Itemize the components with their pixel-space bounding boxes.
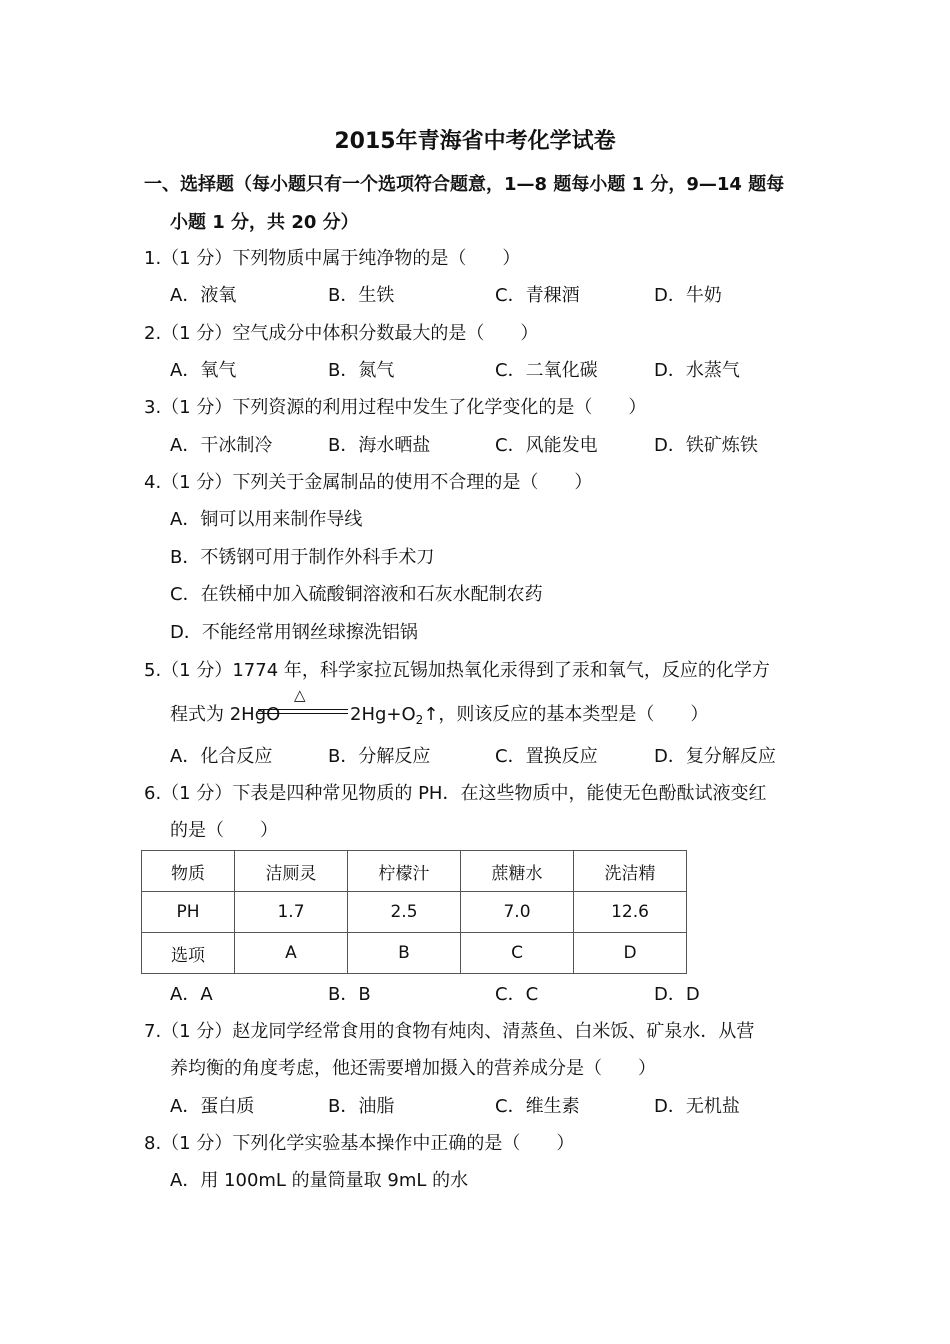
equation-double-bar — [258, 709, 348, 714]
page-title: 2015年青海省中考化学试卷 — [334, 129, 616, 154]
q1-option-a: A．液氧 — [170, 285, 237, 306]
equation-products: $2Hg+O_2↑$，则该反应的基本类型是（ ） — [350, 704, 709, 727]
table-cell: 1.7 — [235, 892, 348, 933]
question-4-stem: 4.（1 分）下列关于金属制品的使用不合理的是（ ） — [144, 472, 593, 493]
q3-option-d: D．铁矿炼铁 — [654, 435, 758, 456]
q2-option-a: A．氧气 — [170, 360, 237, 381]
q5-option-d: D．复分解反应 — [654, 746, 776, 767]
q6-option-b: B．B — [328, 984, 371, 1005]
q4-option-d: D．不能经常用钢丝球擦洗铝锅 — [170, 622, 418, 643]
question-8-stem: 8.（1 分）下列化学实验基本操作中正确的是（ ） — [144, 1133, 575, 1154]
question-3-stem: 3.（1 分）下列资源的利用过程中发生了化学变化的是（ ） — [144, 397, 647, 418]
heat-condition-icon: △ — [294, 686, 306, 704]
table-row — [142, 933, 687, 974]
q6-option-a: A．A — [170, 984, 213, 1005]
q8-option-a: A．用 100mL 的量筒量取 9mL 的水 — [170, 1170, 469, 1191]
table-cell: PH — [142, 892, 235, 933]
q1-option-c: C．青稞酒 — [495, 285, 580, 306]
equation-reactant: 程式为 2HgO — [170, 704, 281, 725]
q4-option-a: A．铜可以用来制作导线 — [170, 509, 363, 530]
table-cell: 洗洁精 — [574, 851, 687, 892]
q7-option-a: A．蛋白质 — [170, 1096, 255, 1117]
q5-option-b: B．分解反应 — [328, 746, 431, 767]
table-cell: 2.5 — [348, 892, 461, 933]
q1-option-d: D．牛奶 — [654, 285, 722, 306]
q1-option-b: B．生铁 — [328, 285, 395, 306]
q7-option-c: C．维生素 — [495, 1096, 580, 1117]
section-heading-line2: 小题 1 分，共 20 分） — [170, 212, 359, 233]
table-cell: B — [348, 933, 461, 974]
q3-option-b: B．海水晒盐 — [328, 435, 431, 456]
table-cell: C — [461, 933, 574, 974]
q7-option-b: B．油脂 — [328, 1096, 395, 1117]
question-6-stem-line2: 的是（ ） — [170, 820, 278, 841]
table-row — [142, 851, 687, 892]
q2-option-d: D．水蒸气 — [654, 360, 740, 381]
section-heading-line1: 一、选择题（每小题只有一个选项符合题意，1—8 题每小题 1 分，9—14 题每 — [144, 174, 785, 195]
table-cell: 选项 — [142, 933, 235, 974]
question-1-stem: 1.（1 分）下列物质中属于纯净物的是（ ） — [144, 248, 521, 269]
q2-option-b: B．氮气 — [328, 360, 395, 381]
table-cell: D — [574, 933, 687, 974]
table-cell: 物质 — [142, 851, 235, 892]
q6-option-c: C．C — [495, 984, 539, 1005]
table-cell: 7.0 — [461, 892, 574, 933]
question-7-stem-line2: 养均衡的角度考虑，他还需要增加摄入的营养成分是（ ） — [170, 1058, 656, 1079]
q5-option-a: A．化合反应 — [170, 746, 273, 767]
q4-option-b: B．不锈钢可用于制作外科手术刀 — [170, 547, 435, 568]
question-5-stem-line1: 5.（1 分）1774 年，科学家拉瓦锡加热氧化汞得到了汞和氧气，反应的化学方 — [144, 660, 770, 681]
table-row — [142, 892, 687, 933]
q3-option-c: C．风能发电 — [495, 435, 598, 456]
q4-option-c: C．在铁桶中加入硫酸铜溶液和石灰水配制农药 — [170, 584, 543, 605]
q6-option-d: D．D — [654, 984, 700, 1005]
table-cell: 蔗糖水 — [461, 851, 574, 892]
q2-option-c: C．二氧化碳 — [495, 360, 598, 381]
q5-option-c: C．置换反应 — [495, 746, 598, 767]
q3-option-a: A．干冰制冷 — [170, 435, 273, 456]
question-6-stem-line1: 6.（1 分）下表是四种常见物质的 PH．在这些物质中，能使无色酚酞试液变红 — [144, 783, 767, 804]
question-7-stem-line1: 7.（1 分）赵龙同学经常食用的食物有炖肉、清蒸鱼、白米饭、矿泉水．从营 — [144, 1021, 755, 1042]
table-cell: A — [235, 933, 348, 974]
table-cell: 12.6 — [574, 892, 687, 933]
table-cell: 洁厕灵 — [235, 851, 348, 892]
table-cell: 柠檬汁 — [348, 851, 461, 892]
question-2-stem: 2.（1 分）空气成分中体积分数最大的是（ ） — [144, 323, 539, 344]
q7-option-d: D．无机盐 — [654, 1096, 740, 1117]
ph-table — [141, 850, 687, 974]
